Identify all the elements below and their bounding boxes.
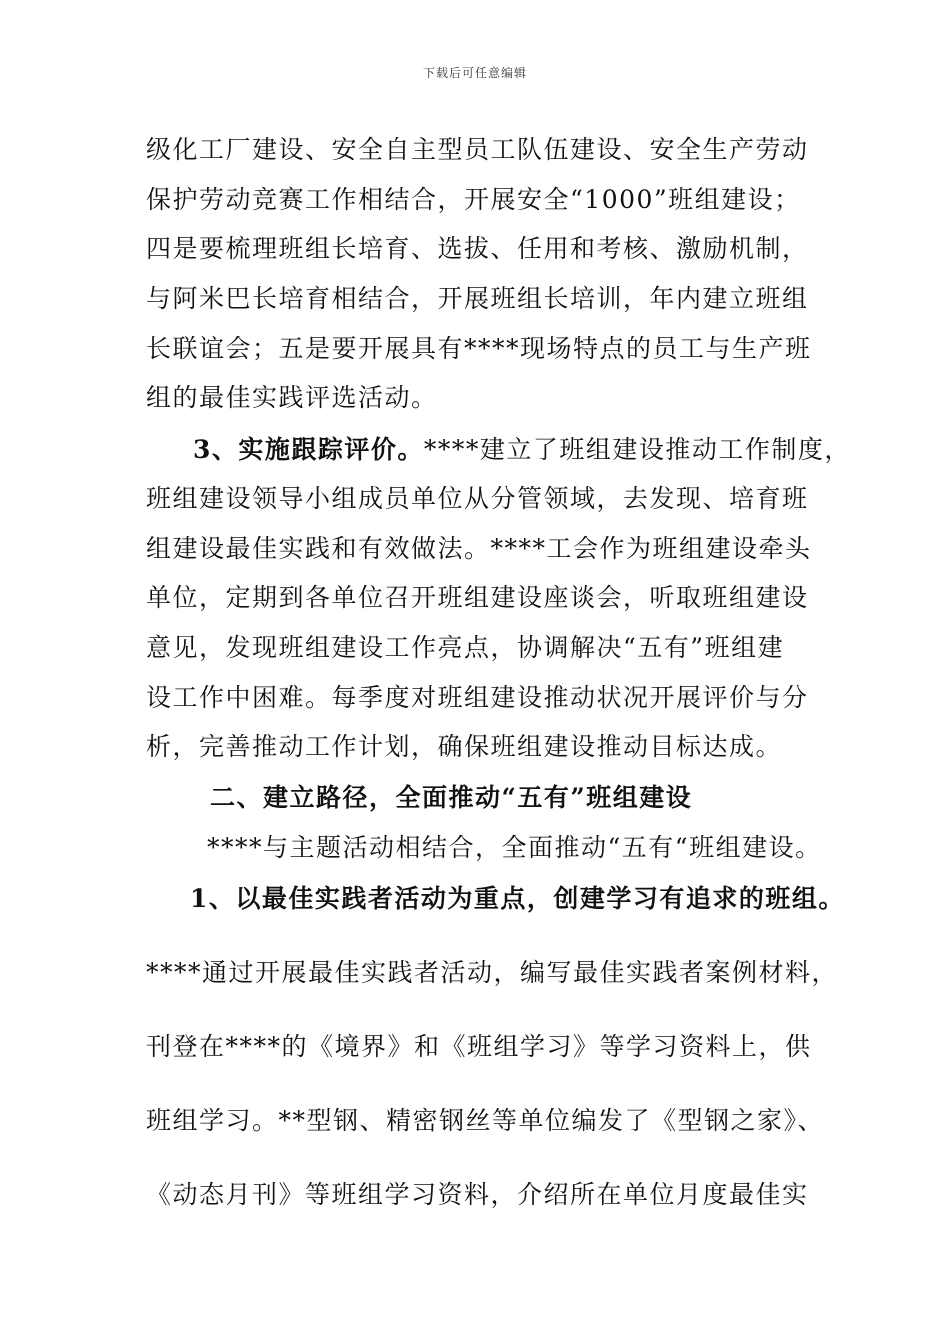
body-line: 级化工厂建设、安全自主型员工队伍建设、安全生产劳动 [146,135,809,164]
body-line: 班组学习。**型钢、精密钢丝等单位编发了《型钢之家》、 [146,1106,825,1135]
body-line: 意见，发现班组建设工作亮点，协调解决“五有”班组建 [146,633,785,662]
body-line: 组的最佳实践评选活动。 [146,383,438,412]
body-line: 析，完善推动工作计划，确保班组建设推动目标达成。 [146,732,783,761]
item-text: ****建立了班组建设推动工作制度， [423,435,851,464]
section-heading: 二、建立路径，全面推动“五有”班组建设 [210,783,693,812]
body-line: ****与主题活动相结合，全面推动“五有“班组建设。 [207,833,822,862]
section-item-3 [193,434,851,466]
subsection-heading: 1、以最佳实践者活动为重点，创建学习有追求的班组。 [190,884,845,913]
page-header: 下载后可任意编辑 [422,66,527,80]
body-line: 刊登在****的《境界》和《班组学习》等学习资料上，供 [146,1032,812,1061]
body-line: 四是要梳理班组长培育、选拔、任用和考核、激励机制， [146,234,809,263]
body-line: ****通过开展最佳实践者活动，编写最佳实践者案例材料， [146,958,839,987]
item-heading: 3、实施跟踪评价。 [193,435,424,464]
body-line: 保护劳动竞赛工作相结合，开展安全“1000”班组建设； [146,185,801,214]
body-line: 单位，定期到各单位召开班组建设座谈会，听取班组建设 [146,583,809,612]
body-line: 组建设最佳实践和有效做法。****工会作为班组建设牵头 [146,534,812,563]
body-line: 长联谊会；五是要开展具有****现场特点的员工与生产班 [146,334,812,363]
body-line: 与阿米巴长培育相结合，开展班组长培训，年内建立班组 [146,284,809,313]
body-line: 《动态月刊》等班组学习资料，介绍所在单位月度最佳实 [146,1180,809,1209]
body-line: 设工作中困难。每季度对班组建设推动状况开展评价与分 [146,683,809,712]
body-line: 班组建设领导小组成员单位从分管领域，去发现、培育班 [146,484,809,513]
